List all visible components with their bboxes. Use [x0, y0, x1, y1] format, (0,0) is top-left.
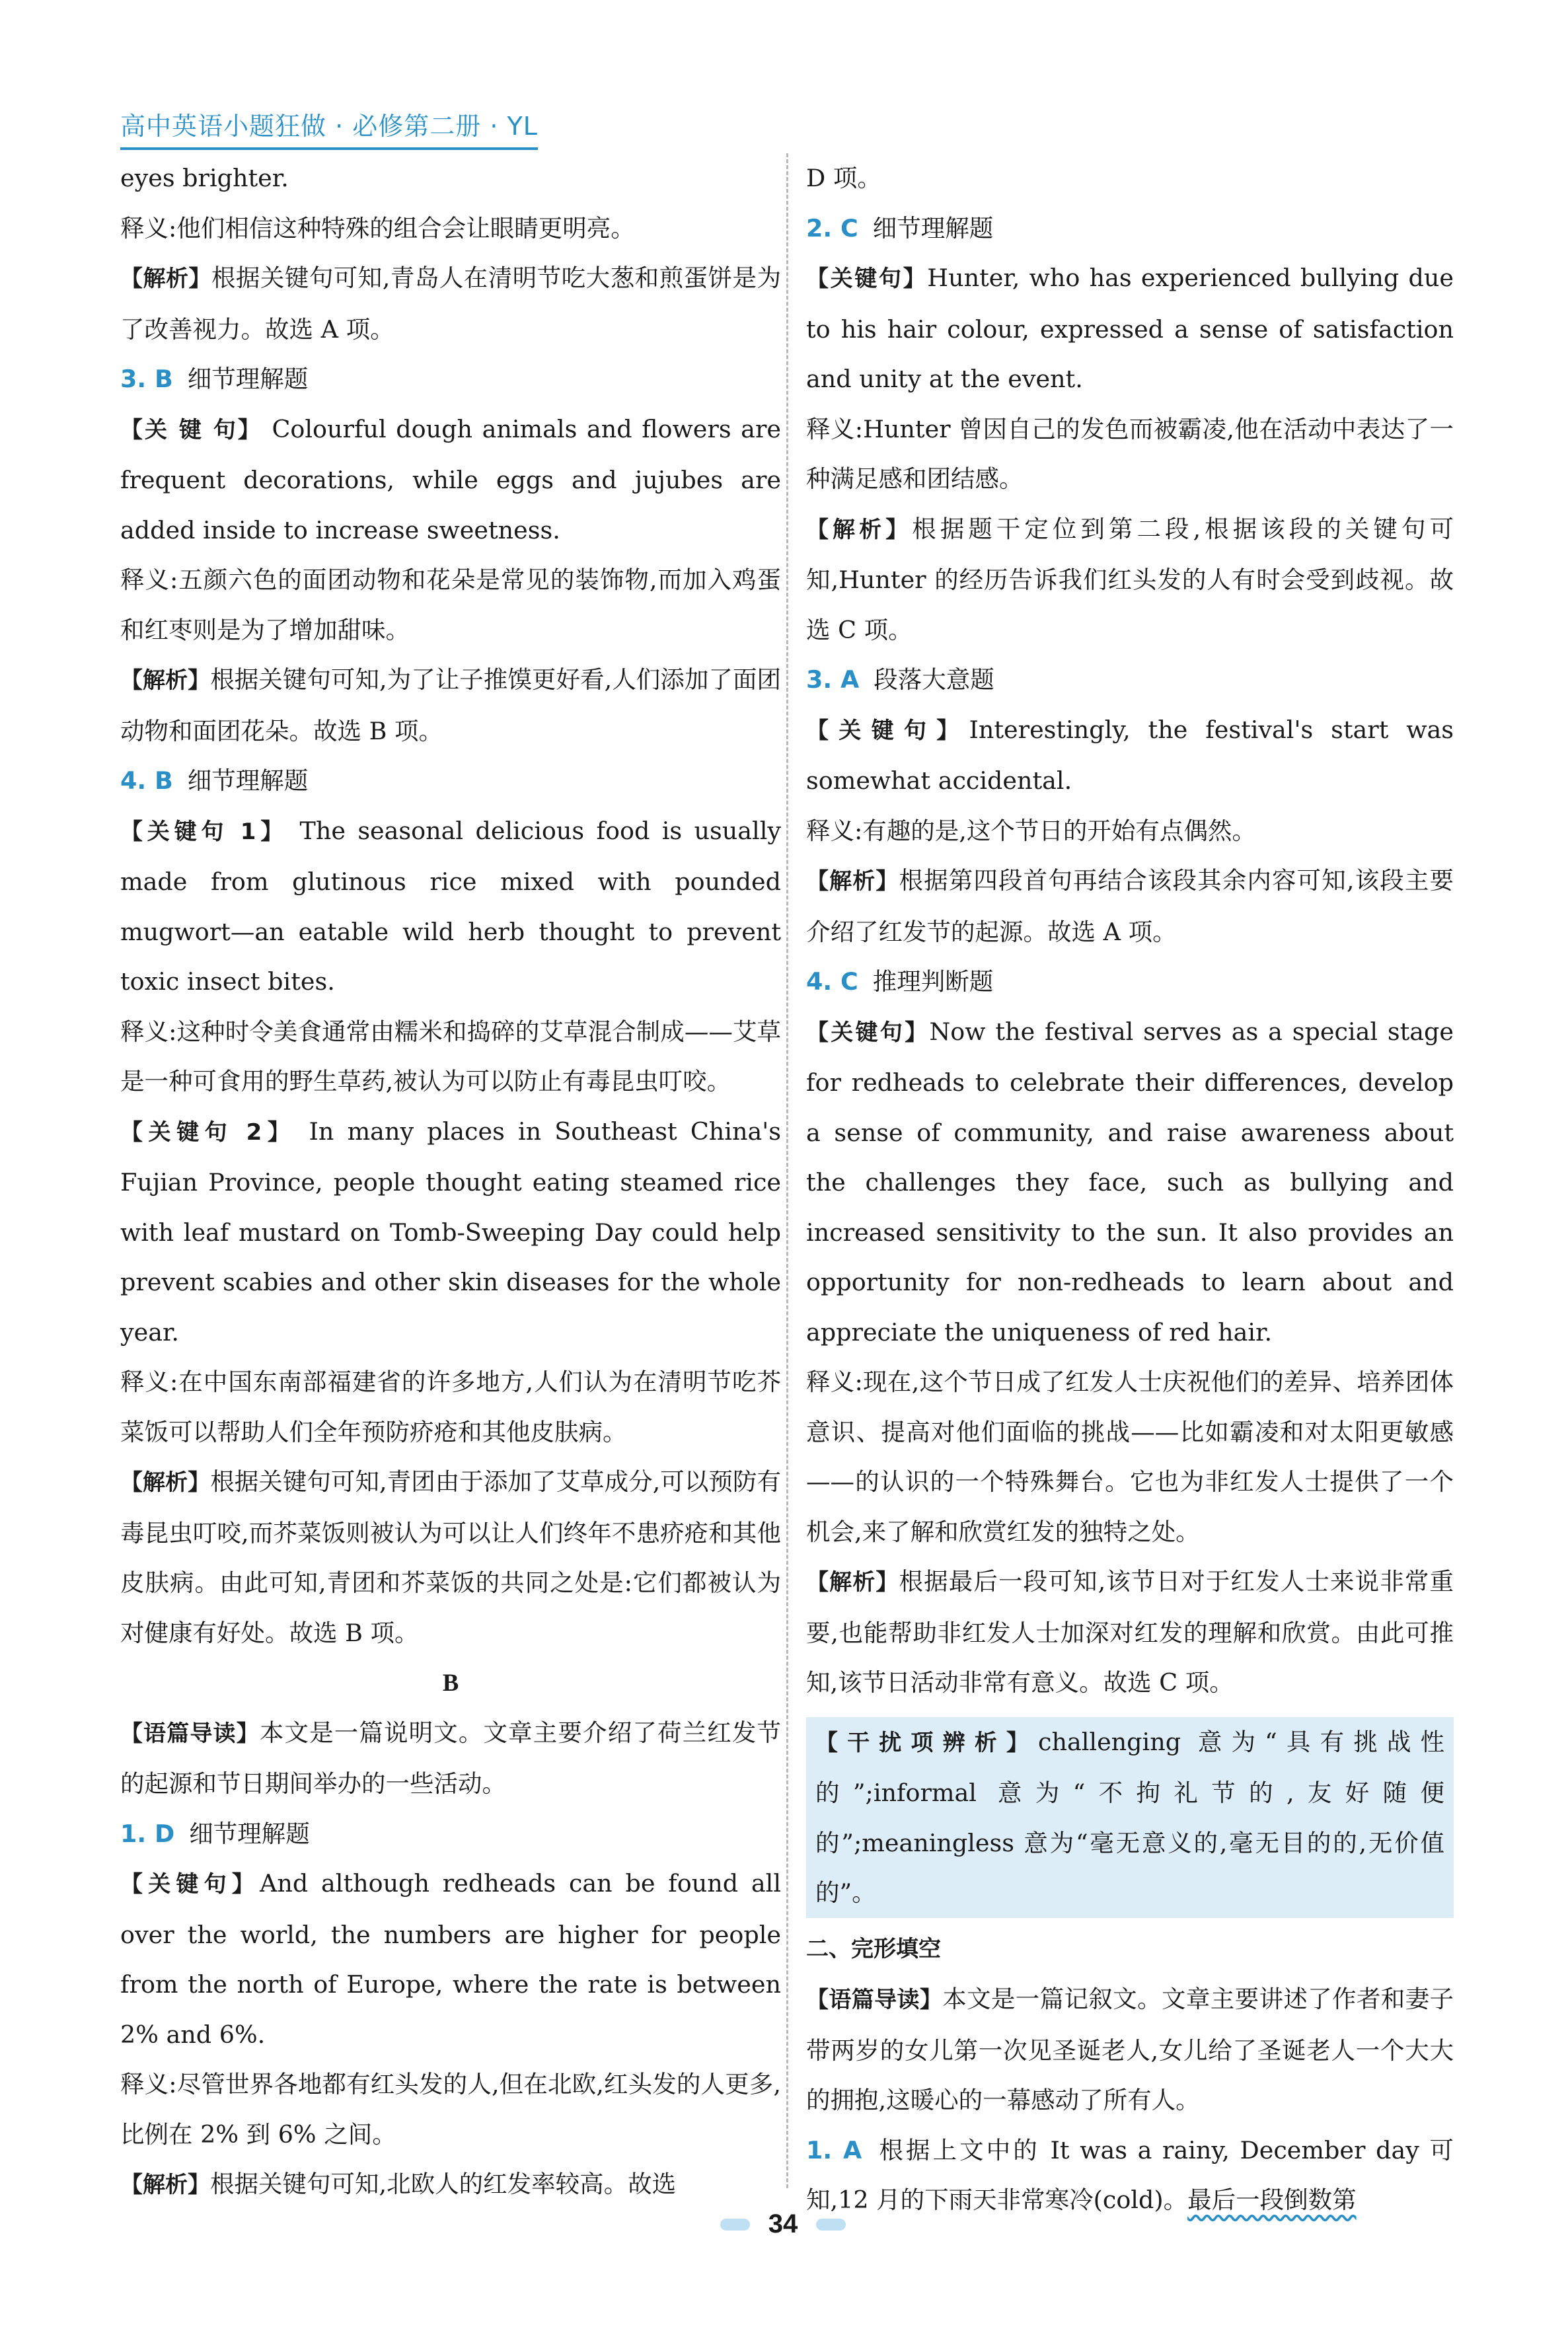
analysis-tag: 【解析】 [806, 868, 899, 895]
guide-tag: 【语篇导读】 [806, 1987, 943, 2013]
question-heading [806, 203, 1454, 254]
question-type: 推理判断题 [872, 967, 994, 996]
analysis: 【解析】根据关键句可知,北欧人的红发率较高。故选 [120, 2170, 677, 2198]
analysis-tag: 【解析】 [120, 1469, 211, 1496]
analysis-tag: 【解析】 [120, 2172, 210, 2198]
meaning: 释义:这种时令美食通常由糯米和捣碎的艾草混合制成——艾草是一种可食用的野生草药,被认为可以防止有毒昆虫叮咬。 [120, 1017, 781, 1095]
key-sentence: 【关 键 句】 Colourful dough animals and flowers are frequent decorations, while eggs and jujubes are added inside to increase sweetness. [120, 414, 781, 544]
question-type: 细节理解题 [872, 213, 994, 242]
meaning: 释义:现在,这个节日成了红发人士庆祝他们的差异、培养团体意识、提高对他们面临的挑战——比如霸凌和对太阳更敏感——的认识的一个特殊舞台。它也为非红发人士提供了一个机会,来了解和欣赏红发的独特之处。 [806, 1368, 1454, 1546]
analysis: 【解析】根据最后一段可知,该节日对于红发人士来说非常重要,也能帮助非红发人士加深对红发的理解和欣赏。由此可推知,该节日活动非常有意义。故选 C 项。 [806, 1567, 1454, 1697]
section-title: 二、完形填空 [806, 1935, 941, 1962]
key-tag: 【关键句】 [806, 1019, 930, 1046]
meaning: 释义:尽管世界各地都有红头发的人,但在北欧,红头发的人更多,比例在 2% 到 6% 之间。 [120, 2070, 781, 2149]
analysis: 【解析】根据关键句可知,为了让子推馍更好看,人们添加了面团动物和面团花朵。故选 B 项。 [120, 665, 781, 745]
question-heading [120, 1809, 781, 1859]
key-sentence: 【关键句 2】 In many places in Southeast China's Fujian Province, people thought eating steamed rice with leaf mustard on Tomb-Sweeping Day could help prevent scabies and other skin diseases for the whole year. [120, 1117, 781, 1347]
question-number: 4. C [806, 967, 858, 996]
passage-guide: 【语篇导读】本文是一篇说明文。文章主要介绍了荷兰红发节的起源和节日期间举办的一些活动。 [120, 1718, 782, 1798]
question-number: 1. A [806, 2135, 862, 2164]
guide-tag: 【语篇导读】 [120, 1720, 260, 1747]
wavy-underline-text: 最后一段倒数第 [1187, 2186, 1357, 2214]
key-sentence: 【关键句】Hunter, who has experienced bullying due to his hair colour, expressed a sense of satisfaction and unity at the event. [806, 264, 1454, 393]
distractor-box [806, 1717, 1454, 1918]
book-header: 高中英语小题狂做 · 必修第二册 · YL [120, 106, 538, 150]
meaning: 释义:有趣的是,这个节日的开始有点偶然。 [806, 816, 1256, 845]
analysis-tag: 【解析】 [806, 1569, 899, 1596]
analysis: 【解析】根据第四段首句再结合该段其余内容可知,该段主要介绍了红发节的起源。故选 A 项。 [806, 866, 1454, 946]
question-number: 2. C [806, 213, 858, 242]
analysis-tag: 【解析】 [120, 266, 211, 292]
key-tag: 【关键句 1】 [120, 818, 288, 845]
footer-pill-left [720, 2219, 750, 2231]
question-heading [806, 655, 1454, 705]
meaning: 释义:五颜六色的面团动物和花朵是常见的装饰物,而加入鸡蛋和红枣则是为了增加甜味。 [120, 566, 781, 644]
passage-guide: 【语篇导读】本文是一篇记叙文。文章主要讲述了作者和妻子带两岁的女儿第一次见圣诞老人,女儿给了圣诞老人一个大大的拥抱,这暖心的一幕感动了所有人。 [806, 1985, 1454, 2114]
key-tag: 【关键句 2】 [120, 1119, 296, 1146]
key-sentence: 【关键句 1】 The seasonal delicious food is usually made from glutinous rice mixed with pounded mugwort—an eatable wild herb thought to prevent toxic insect bites. [120, 816, 781, 996]
analysis: 【解析】根据关键句可知,青岛人在清明节吃大葱和煎蛋饼是为了改善视力。故选 A 项。 [120, 264, 782, 344]
question-type: 细节理解题 [187, 766, 309, 795]
page-footer [720, 2209, 846, 2238]
key-tag: 【关 键 句】 [120, 416, 262, 443]
analysis-tag: 【解析】 [806, 516, 913, 543]
paragraph: eyes brighter. [120, 164, 289, 192]
analysis: 【解析】根据题干定位到第二段,根据该段的关键句可知,Hunter 的经历告诉我们红头发的人有时会受到歧视。故选 C 项。 [806, 514, 1454, 644]
analysis: 【解析】根据关键句可知,青团由于添加了艾草成分,可以预防有毒昆虫叮咬,而芥菜饭则被认为可以让人们终年不患疥疮和其他皮肤病。由此可知,青团和芥菜饭的共同之处是:它们都被认为对健康有好处。故选 B 项。 [120, 1467, 781, 1647]
question-number: 3. B [120, 365, 173, 393]
question-heading [120, 756, 781, 806]
question-heading [806, 957, 1454, 1007]
meaning: 释义:Hunter 曾因自己的发色而被霸凌,他在活动中表达了一种满足感和团结感。 [806, 414, 1454, 493]
cloze-answer: 1. A 根据上文中的 It was a rainy, December day 可知,12 月的下雨天非常寒冷(cold)。最后一段倒数第 [806, 2135, 1454, 2214]
question-heading [120, 354, 781, 404]
paragraph: D 项。 [806, 164, 881, 192]
question-type: 段落大意题 [874, 665, 994, 694]
question-number: 4. B [120, 766, 173, 795]
footer-pill-right [816, 2219, 846, 2231]
key-tag: 【关键句】 [806, 717, 969, 744]
question-type: 细节理解题 [187, 365, 309, 393]
key-sentence: 【关键句】Interestingly, the festival's start was somewhat accidental. [806, 715, 1454, 795]
meaning: 释义:在中国东南部福建省的许多地方,人们认为在清明节吃芥菜饭可以帮助人们全年预防疥疮和其他皮肤病。 [120, 1368, 781, 1446]
left-column [120, 153, 781, 2211]
question-number: 3. A [806, 665, 860, 694]
key-sentence: 【关键句】And although redheads can be found all over the world, the numbers are higher for people from the north of Europe, where the rate is between 2% and 6%. [120, 1869, 781, 2049]
distractor-tag: 【干扰项辨析】 [815, 1729, 1039, 1756]
question-type: 细节理解题 [189, 1819, 310, 1848]
section-letter: B [442, 1669, 459, 1696]
right-column [806, 153, 1454, 2225]
analysis-tag: 【解析】 [120, 667, 211, 694]
key-tag: 【关键句】 [120, 1871, 260, 1898]
meaning: 释义:他们相信这种特殊的组合会让眼睛更明亮。 [120, 213, 635, 242]
page-number: 34 [768, 2209, 798, 2238]
distractor-analysis: 【干扰项辨析】challenging 意为“具有挑战性的”;informal 意为“不拘礼节的,友好随便的”;meaningless 意为“毫无意义的,毫无目的的,无价值的”。 [815, 1727, 1445, 1907]
column-divider [786, 153, 788, 2188]
key-sentence: 【关键句】Now the festival serves as a special stage for redheads to celebrate their differences, develop a sense of community, and raise awareness about the challenges they face, such as bullying and increased sensitivity to the sun. It also provides an opportunity for non-redheads to learn about and appreciate the uniqueness of red hair. [806, 1017, 1454, 1347]
key-tag: 【关键句】 [806, 266, 928, 292]
question-number: 1. D [120, 1819, 175, 1848]
